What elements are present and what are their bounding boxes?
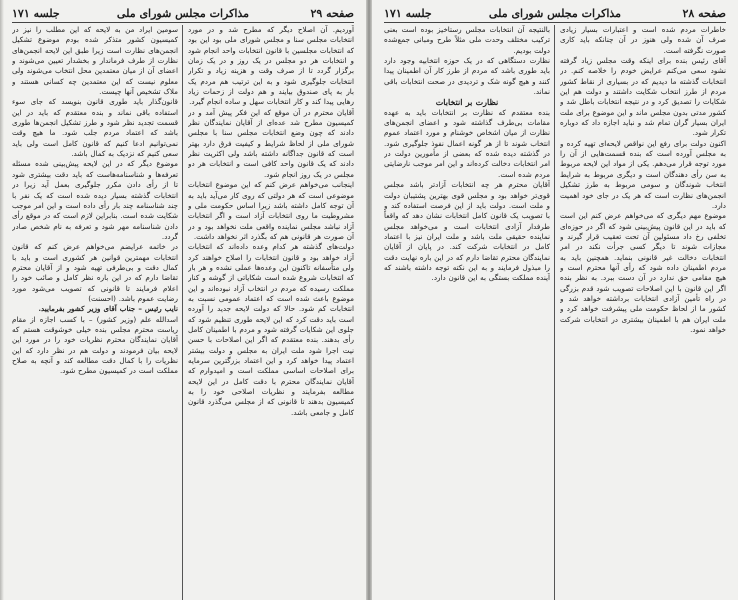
page-edge-shadow — [0, 0, 4, 600]
paragraph: آوردیم. آن اصلاح دیگر که مطرح شد و در مورد انتخابات مجلس سنا و مجلس شورای ملی بود این بود که انتخابات مجلسین با قانون انتخابات واحد انجام شود و انتخابات هر دو مجلس در یک روز و در یک زمان برگزار گردد تا از صرف وقت و هزینه زیاد و تکرار انتخابات جلوگیری شود و به این ترتیب هم مردم یک بار به پای صندوق بیایند و هم دولت از زحمات زیاد رهایی پیدا کند و کار انتخابات سهل و ساده انجام گیرد. — [188, 25, 354, 107]
left-page — [0, 0, 366, 600]
right-page-header — [384, 6, 726, 23]
paragraph: اکنون دولت برای رفع این نواقص لایحه‌ای تهیه کرده و به مجلس آورده است که بنده قسمت‌هایی از آن را مورد توجه قرار می‌دهم. یکی از مواد این لایحه مربوط به سن رأی دهندگان است و دیگری مربوط به شرایط انتخاب شوندگان و سومی مربوط به طرز تشکیل انجمن‌های نظارت است که هر یک در جای خود اهمیت دارد. — [560, 138, 726, 210]
paragraph: آقای رئیس بنده برای اینکه وقت مجلس زیاد گرفته نشود سعی می‌کنم عرایض خودم را خلاصه کنم. در انتخابات گذشته ما دیدیم که در بسیاری از نقاط کشور مردم از طرز انتخاب شکایت داشتند و دولت هم این شکایات را تصدیق کرد و در نتیجه انتخابات باطل شد و کشور مدتی بدون مجلس ماند و این موضوع برای ملت ایران بسیار گران تمام شد و نباید اجازه داد که دوباره تکرار شود. — [560, 56, 726, 138]
paragraph: اینجانب می‌خواهم عرض کنم که این موضوع انتخابات موضوعی است که هر دولتی که روی کار می‌آید باید به آن توجه کامل داشته باشد زیرا اساس حکومت ملی و مشروطیت ما روی انتخابات آزاد است و اگر انتخابات آزاد نباشد مجلس نماینده واقعی ملت نخواهد بود و در آن صورت هر قانونی هم که بگذرد اثر نخواهد داشت. — [188, 180, 354, 241]
speaker-line: نایب رئیس – جناب آقای وزیر کشور بفرمایید. — [38, 304, 178, 314]
session-number: جلسه ۱۷۱ — [384, 7, 432, 20]
page-number: صفحه ۲۸ — [682, 7, 726, 20]
column-divider — [182, 25, 183, 600]
right-page-left-column — [384, 25, 550, 600]
left-page-right-column — [188, 25, 354, 600]
paragraph: بنده معتقدم که نظارت بر انتخابات باید به عهده مقامات بی‌طرف گذاشته شود و اعضای انجمن‌های نظارت از میان اشخاص خوشنام و مورد اعتماد عموم انتخاب شوند تا از هر گونه اعمال نفوذ جلوگیری شود. در گذشته دیده شده که بعضی از مأمورین دولت در امر انتخابات دخالت کرده‌اند و این امر موجب نارضایتی مردم شده است. — [384, 107, 550, 179]
left-page-header — [12, 6, 354, 23]
paragraph: در خاتمه عرایضم می‌خواهم عرض کنم که قانون انتخابات مهمترین قوانین هر کشوری است و باید با کمال دقت و بی‌طرفی تهیه شود و از آقایان محترم تقاضا دارم که در این باره نظر کامل و صائب خود را اعلام فرمایند تا قانونی که تصویب می‌شود مورد رضایت عموم باشد. (احسنت) — [12, 242, 178, 303]
page-title: مذاکرات مجلس شورای ملی — [488, 7, 622, 20]
paragraph: دولت‌های گذشته هر کدام وعده داده‌اند که انتخابات آزاد خواهد بود و قانون انتخابات را اصلاح خواهند کرد ولی متأسفانه تاکنون این وعده‌ها عملی نشده و هر بار که انتخابات شروع شده است شکایاتی از گوشه و کنار مملکت رسیده که مردم در انتخاب آزاد نبوده‌اند و این موضوع باعث شده است که اعتماد عمومی نسبت به انتخابات کم شود. حالا که دولت لایحه جدید را آورده است باید دقت کرد که این لایحه طوری تنظیم شود که جلوی این شکایات گرفته شود و مردم با اطمینان کامل رأی بدهند. بنده معتقدم که اگر این اصلاحات با حسن نیت اجرا شود ملت ایران به مجلس و دولت بیشتر اعتماد پیدا خواهد کرد و این اعتماد بزرگترین سرمایه برای اصلاحات اساسی مملکت است و امیدوارم که آقایان نمایندگان محترم با دقت کامل در این لایحه مطالعه بفرمایند و نظریات اصلاحی خود را به کمیسیون بدهند تا قانونی که از مجلس می‌گذرد قانون کامل و جامعی باشد. — [188, 242, 354, 417]
column-divider — [554, 25, 555, 600]
section-subtitle: نظارت بر انتخابات — [435, 97, 499, 108]
paragraph: قانون‌گذار باید طوری قانون بنویسد که جای سوء استفاده باقی نماند و بنده معتقدم که باید در این قسمت تجدید نظر شود و طرز تشکیل انجمن‌ها طوری باشد که اعتماد مردم جلب شود. ما هیچ وقت نمی‌توانیم ادعا کنیم که قانون کامل است ولی باید سعی کنیم که نزدیک به کمال باشد. — [12, 97, 178, 159]
speaker-paragraph: اسدالله علم (وزیر کشور) – با کسب اجازه از مقام ریاست محترم مجلس بنده خیلی خوشوقت هستم که آقایان نمایندگان محترم نظریات خود را در مورد این لایحه بیان فرمودند و دولت هم در نظر دارد که این نظریات را با کمال دقت مطالعه کند و آنچه به صلاح مملکت است در کمیسیون مطرح شود. — [12, 314, 178, 376]
paragraph: بالنتیجه آن انتخابات مجلس رستاخیز بوده است بعنی ترکیب مختلف وحدت ملی مثلاً طرح ومبانی جمع‌شده دولت بودیم. — [384, 25, 550, 55]
paragraph: آقایان محترم در آن موقع که این فکر پیش آمد و در کمیسیون مطرح شد عده‌ای از آقایان نمایندگان نظر دادند که چون وضع انتخابات مجلس سنا با مجلس شورای ملی از لحاظ شرایط و کیفیت فرق دارد بهتر است که قانون جداگانه داشته باشد ولی اکثریت نظر دادند که یک قانون واحد کافی است و انتخابات هر دو مجلس در یک روز انجام شود. — [188, 107, 354, 179]
paragraph: آقایان محترم هر چه انتخابات آزادتر باشد مجلس قوی‌تر خواهد بود و مجلس قوی بهترین پشتیبان دولت و ملت است. دولت باید از این فرصت استفاده کند و با تصویب یک قانون کامل انتخابات نشان دهد که واقعاً طرفدار آزادی انتخابات است و می‌خواهد مجلس نماینده حقیقی ملت باشد و ملت ایران نیز با اعتماد کامل در انتخابات شرکت کند. در پایان از آقایان نمایندگان محترم تقاضا دارم که در این باره نهایت دقت را مبذول فرمایند و به این نکته توجه داشته باشند که آینده مملکت بستگی به این قانون دارد. — [384, 180, 550, 283]
right-page — [372, 0, 738, 600]
paragraph: خاطرات مردم شده است و اعتبارات بسیار زیادی صرف آن شده ولی هنوز در آن چنانکه باید کاری صورت نگرفته است. — [560, 25, 726, 55]
paragraph: سومین ایراد من به لایحه که این مطلب را نیز در کمیسیون کشور متذکر شده بودم موضوع تشکیل انجمن‌های نظارت است زیرا طبق این لایحه انجمن‌های نظارت از طرف فرماندار و بخشدار تعیین می‌شوند و اعضای آن از میان معتمدین محل انتخاب می‌شوند ولی معلوم نیست که این معتمدین چه کسانی هستند و ملاک تشخیص آنها چیست. — [12, 25, 178, 97]
right-page-columns — [384, 25, 726, 600]
page-title: مذاکرات مجلس شورای ملی — [116, 7, 250, 20]
left-page-columns — [12, 25, 354, 600]
session-number: جلسه ۱۷۱ — [12, 7, 60, 20]
paragraph: موضوع دیگر که در این لایحه پیش‌بینی شده مسئله تعرفه‌ها و شناسنامه‌هاست که باید دقت بیشتری شود تا از رأی دادن مکرر جلوگیری بعمل آید زیرا در انتخابات گذشته بسیار دیده شده است که یک نفر با چند شناسنامه چند بار رأی داده است و این امر موجب شکایت شده است. بنابراین لازم است که در موقع رأی دادن شناسنامه مهر شود و تعرفه به نام شخص صادر گردد. — [12, 159, 178, 241]
paragraph: نظارت دستگاهی که در یک حوزه انتخابیه وجود دارد باید طوری باشد که مردم از طرز کار آن اطمینان پیدا کنند و هیچ گونه شک و تردیدی در صحت انتخابات باقی نماند. — [384, 56, 550, 97]
left-page-left-column — [12, 25, 178, 600]
page-number: صفحه ۲۹ — [310, 7, 354, 20]
paragraph: موضوع مهم دیگری که می‌خواهم عرض کنم این است که باید در این قانون پیش‌بینی شود که اگر در حوزه‌ای تخلفی رخ داد مسئولین آن تحت تعقیب قرار گیرند و مجازات شوند تا دیگر کسی جرأت نکند در امر انتخابات دخالت غیر قانونی بنماید. همچنین باید به مردم اطمینان داده شود که رأی آنها محترم است و هیچ مقامی حق ندارد در آن دست ببرد. به نظر بنده اگر این قانون با این اصلاحات تصویب شود قدم بزرگی در راه تأمین آزادی انتخابات برداشته خواهد شد و کشور ما از لحاظ حکومت ملی پیشرفت خواهد کرد و ملت ایران هم با اطمینان بیشتری در انتخابات شرکت خواهد نمود. — [560, 211, 726, 334]
right-page-right-column — [560, 25, 726, 600]
